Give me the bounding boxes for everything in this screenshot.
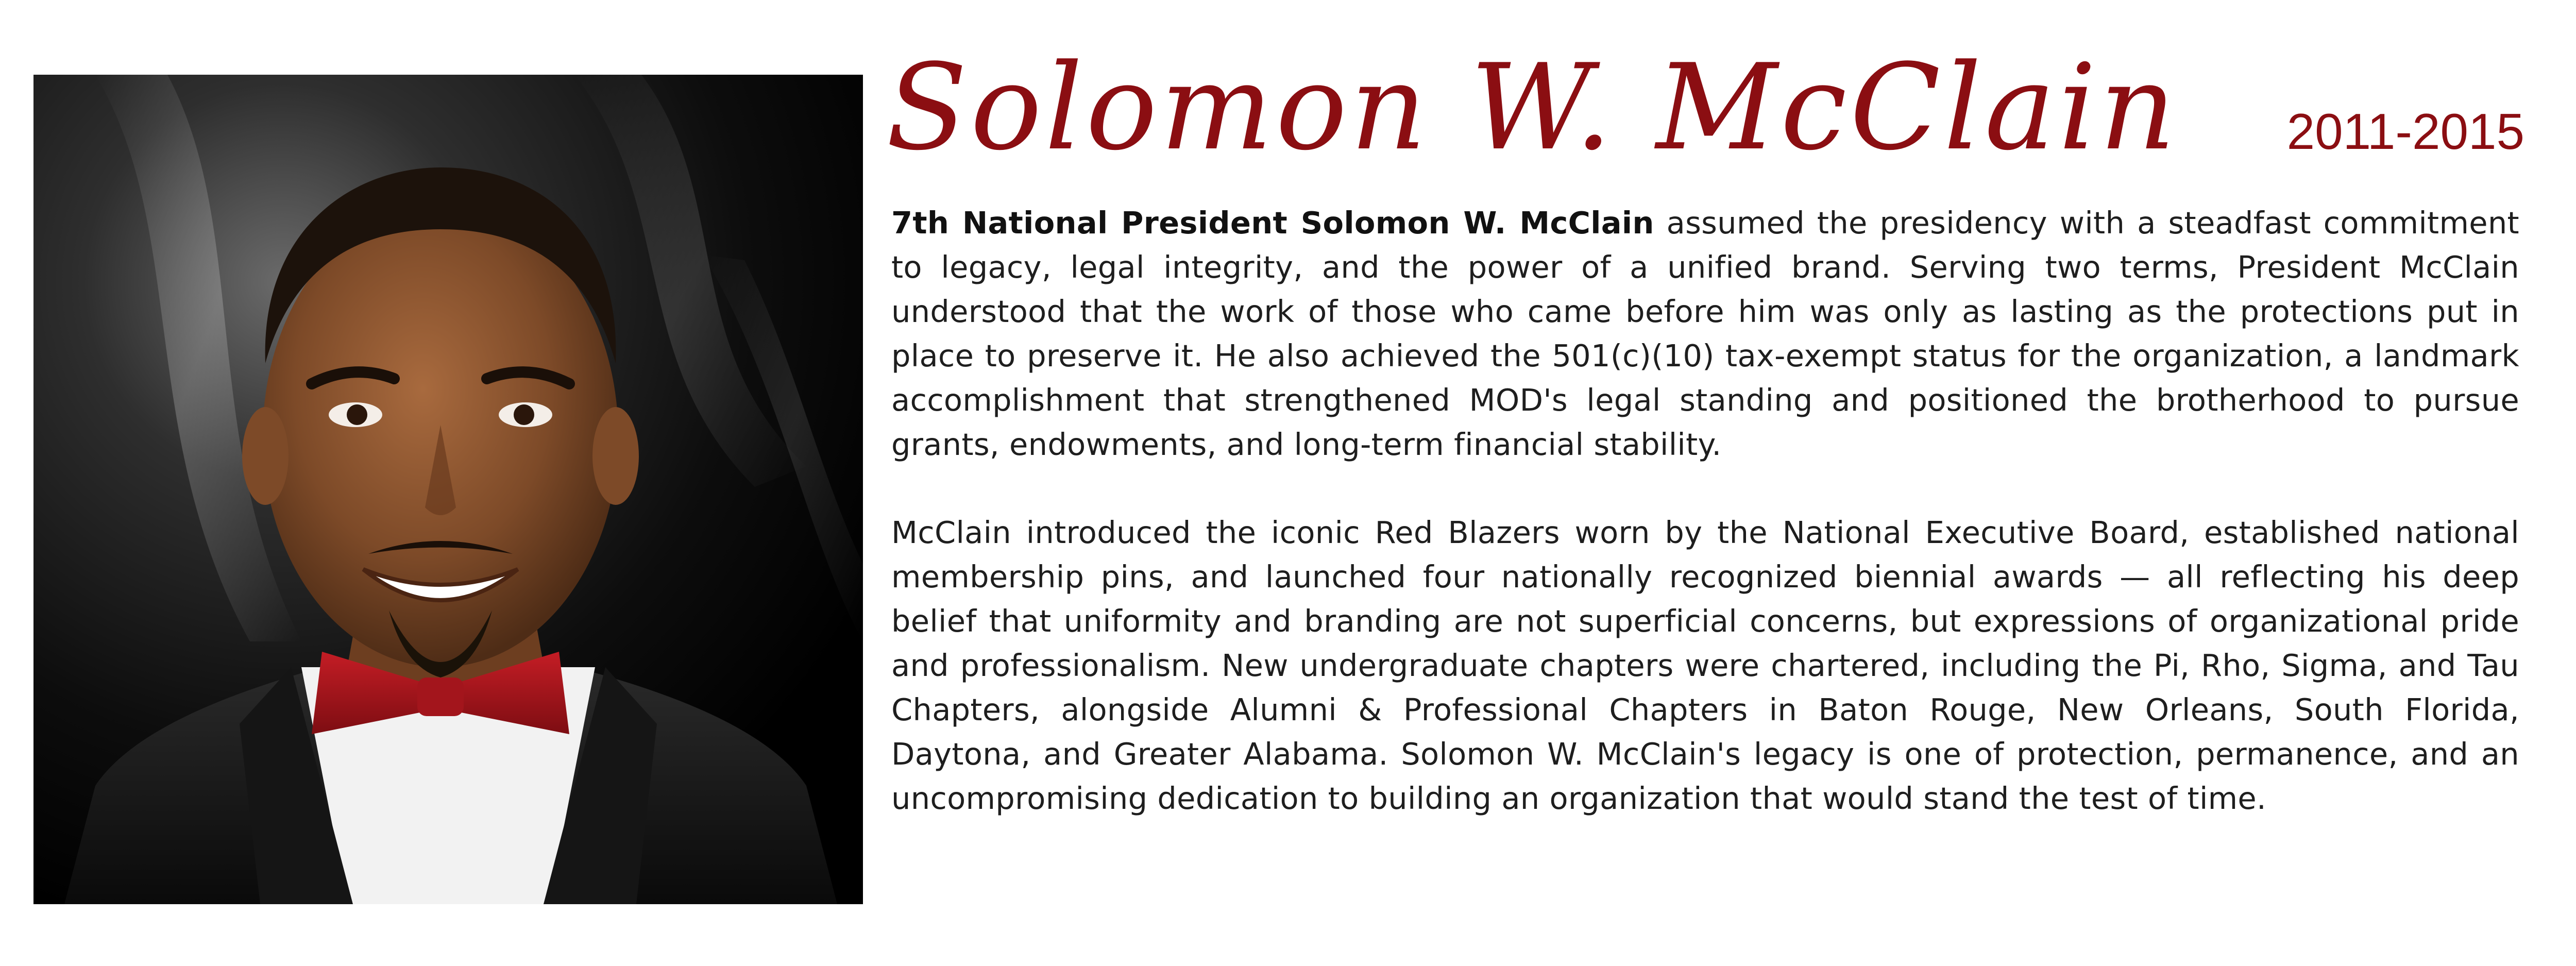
bio-text (891, 201, 2519, 865)
bio-paragraph-2: McClain introduced the iconic Red Blazers worn by the National Executive Board, established national membership pins, and launched four nationally recognized biennial awards — all reflecting his deep belief that uniformity and branding are not superficial concerns, but expressions of organizational pride and professionalism. New undergraduate chapters were chartered, including the Pi, Rho, Sigma, and Tau Chapters, alongside Alumni & Professional Chapters in Baton Rouge, New Orleans, South Florida, Daytona, and Greater Alabama. Solomon W. McClain's legacy is one of protection, permanence, and an uncompromising dedication to building an organization that would stand the test of time. (891, 515, 2519, 816)
portrait-illustration (33, 75, 863, 904)
bio-intro-bold: 7th National President Solomon W. McClain (891, 205, 1654, 241)
term-years: 2011-2015 (2286, 103, 2524, 160)
president-name-heading: Solomon W. McClain (886, 39, 2179, 177)
bio-paragraph-1-text: assumed the presidency with a steadfast commitment to legacy, legal integrity, and the power of a unified brand. Serving two terms, President McClain understood that the work of those who came before him was only as lasting as the protections put in place to preserve it. He also achieved the 501(c)(10) tax-exempt status for the organization, a landmark accomplishment that strengthened MOD's legal standing and positioned the brotherhood to pursue grants, endowments, and long-term financial stability. (891, 205, 2519, 462)
portrait-photo (33, 75, 863, 904)
bio-paragraph-1 (891, 201, 2519, 467)
